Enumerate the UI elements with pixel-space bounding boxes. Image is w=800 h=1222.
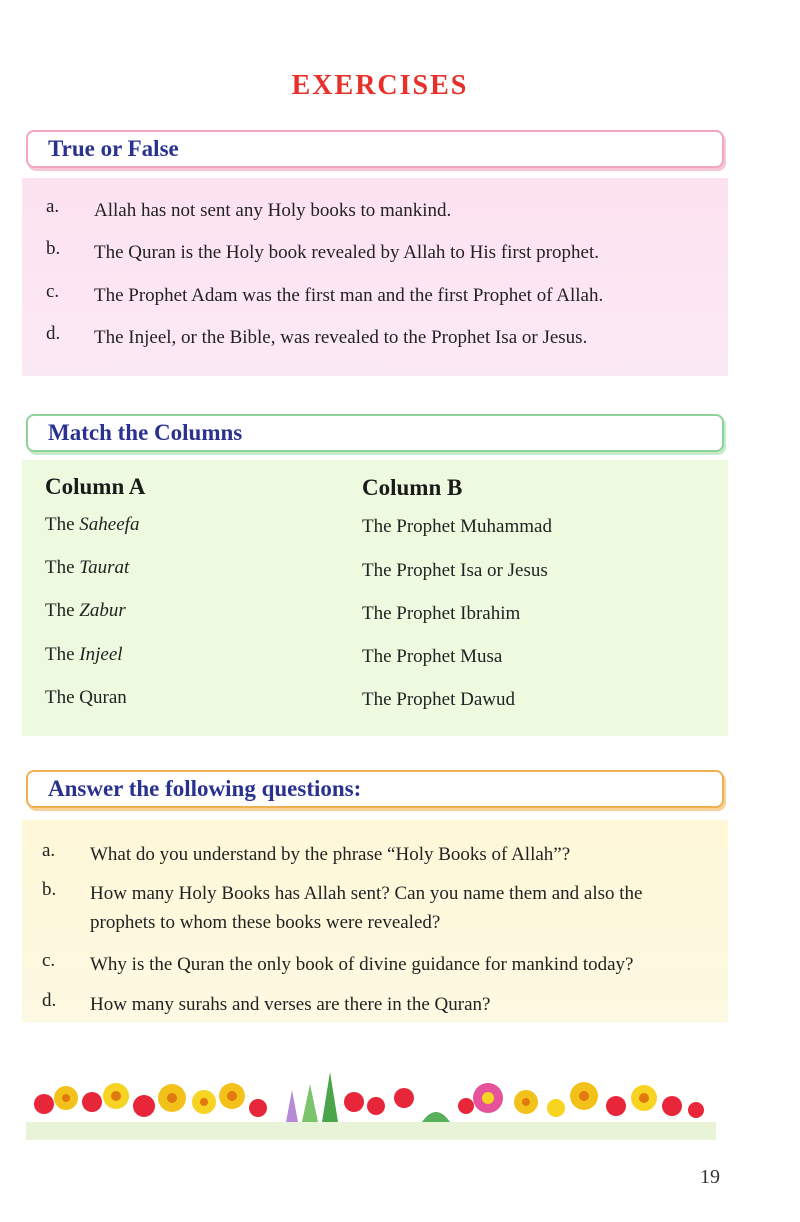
item-text: Why is the Quran the only book of divine guidance for mankind today? [90,954,634,975]
item-text: The Prophet Adam was the first man and the first Prophet of Allah. [94,285,604,306]
item-text: The Quran is the Holy book revealed by Allah to His first prophet. [94,242,599,263]
questions-header [26,770,724,808]
page-number: 19 [700,1166,720,1188]
page-title: EXERCISES [291,70,469,101]
column-b-item: The Prophet Musa [362,646,503,667]
question-item [42,840,570,869]
item-text-line: prophets to whom these books were revealed? [90,912,441,933]
item-label: a. [42,840,56,861]
true-false-item [46,281,603,310]
question-item [42,990,490,1019]
item-label: d. [46,323,61,344]
item-text: How many surahs and verses are there in the Quran? [90,994,491,1015]
item-prefix: The [45,600,75,621]
item-prefix: The Quran [45,687,127,708]
flower-group-middle [286,1072,503,1122]
column-b-title: Column B [362,475,463,500]
column-a-item [45,514,139,536]
column-a-title: Column A [45,474,146,499]
item-label: a. [46,196,60,217]
item-name: Injeel [79,644,123,665]
true-false-item [46,196,451,225]
grass-strip [26,1122,716,1140]
column-b-item: The Prophet Ibrahim [362,603,521,624]
column-a-item [45,644,123,666]
item-name: Saheefa [79,514,140,535]
match-heading: Match the Columns [48,420,243,445]
column-b-item: The Prophet Dawud [362,689,516,710]
true-false-item [46,323,587,352]
item-label: d. [42,990,57,1011]
flower-group-left [34,1083,267,1117]
column-a-item [45,600,126,622]
item-text: The Injeel, or the Bible, was revealed to the Prophet Isa or Jesus. [94,327,588,348]
item-text-line: How many Holy Books has Allah sent? Can you name them and also the [90,883,643,904]
questions-heading: Answer the following questions: [48,776,362,801]
item-text: Allah has not sent any Holy books to mankind. [94,200,452,221]
item-text [90,879,643,937]
item-prefix: The [45,644,75,665]
true-false-item [46,238,599,267]
flower-border-illustration [26,1062,716,1148]
column-a-item [45,687,127,709]
item-text: What do you understand by the phrase “Holy Books of Allah”? [90,844,571,865]
item-label: b. [42,879,57,900]
column-b-item: The Prophet Isa or Jesus [362,560,548,581]
item-label: b. [46,238,61,259]
item-name: Taurat [79,557,130,578]
match-header [26,414,724,452]
true-false-heading: True or False [48,136,179,161]
flower-group-right [514,1082,704,1118]
item-label: c. [42,950,56,971]
question-item [42,879,643,937]
column-a-item [45,557,129,579]
true-false-header [26,130,724,168]
item-label: c. [46,281,60,302]
item-name: Zabur [79,600,126,621]
item-prefix: The [45,557,75,578]
item-prefix: The [45,514,75,535]
question-item [42,950,633,979]
column-b-item: The Prophet Muhammad [362,516,552,537]
